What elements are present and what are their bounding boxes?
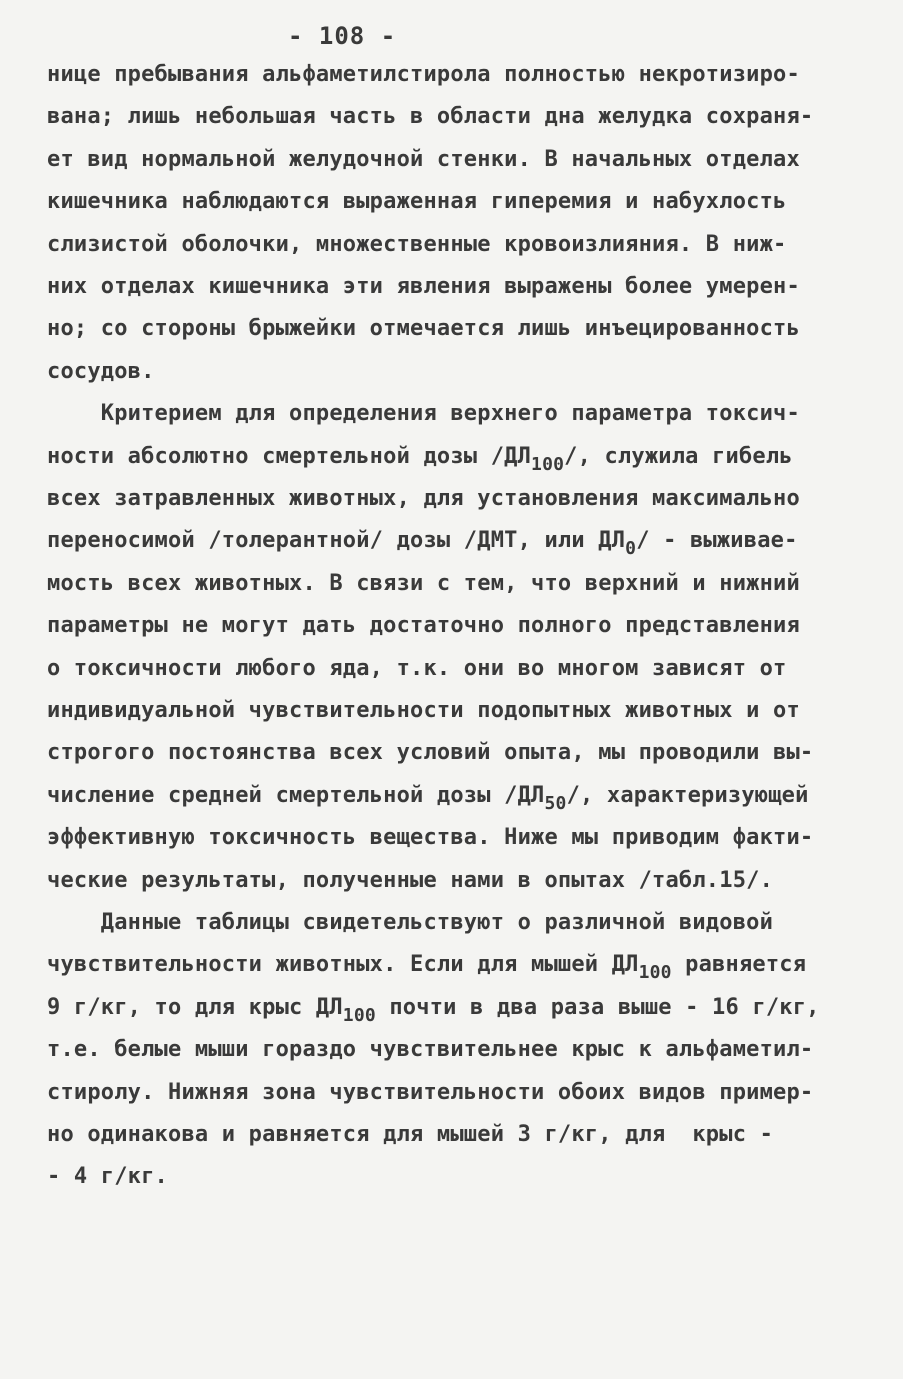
text-line: [47, 1037, 813, 1062]
text-line: [47, 782, 809, 814]
subscript: 100: [638, 962, 672, 984]
text-line: [47, 443, 793, 475]
subscript: 50: [544, 792, 567, 814]
text-segment: кишечника наблюдаются выраженная гиперемия и набухлость: [47, 189, 787, 215]
text-segment: стиролу. Нижняя зона чувствительности обоих видов пример-: [47, 1079, 814, 1105]
text-segment: ности абсолютно смертельной дозы /ДЛ: [47, 443, 532, 469]
text-segment: слизистой оболочки, множественные кровоизлияния. В ниж-: [47, 231, 787, 257]
text-segment: всех затравленных животных, для установления максимально: [47, 486, 800, 511]
text-segment: строгого постоянства всех условий опыта, мы проводили вы-: [47, 740, 814, 766]
subscript: 100: [342, 1004, 376, 1026]
text-segment: о токсичности любого яда, т.к. они во многом зависят от: [47, 655, 787, 681]
text-segment: равняется: [671, 952, 807, 978]
text-line: [47, 868, 773, 893]
text-segment: эффективную токсичность вещества. Ниже мы приводим факти-: [47, 825, 814, 851]
page-number: - 108 -: [288, 22, 397, 50]
text-segment: Данные таблицы свидетельствуют о различной видовой: [47, 910, 774, 935]
text-segment: индивидуальной чувствительности подопытных животных и от: [47, 698, 800, 723]
text-line: [47, 147, 800, 172]
text-segment: нице пребывания альфаметилстирола полностью некротизиро-: [47, 62, 800, 87]
text-segment: параметры не могут дать достаточно полного представления: [47, 613, 800, 639]
text-segment: ет вид нормальной желудочной стенки. В начальных отделах: [47, 146, 800, 172]
text-segment: /, служила гибель: [564, 443, 793, 469]
text-line: [47, 1080, 813, 1105]
text-segment: 9 г/кг, то для крыс ДЛ: [47, 994, 343, 1020]
text-line: [47, 952, 807, 984]
text-segment: чувствительности животных. Если для мышей ДЛ: [47, 952, 639, 978]
text-line: [47, 1122, 773, 1147]
text-segment: вана; лишь небольшая часть в области дна желудка сохраня-: [47, 104, 814, 130]
text-line: [47, 1164, 168, 1189]
text-line: [47, 274, 800, 299]
text-line: [47, 613, 800, 638]
text-line: [47, 698, 800, 723]
text-segment: / - выживае-: [636, 528, 798, 554]
text-line: [47, 740, 813, 765]
text-line: [47, 104, 813, 129]
text-line: [47, 528, 798, 560]
text-line: [47, 359, 155, 384]
text-segment: но; со стороны брыжейки отмечается лишь инъецированность: [47, 316, 800, 342]
subscript: 0: [625, 538, 637, 560]
text-line: [47, 825, 813, 850]
text-segment: них отделах кишечника эти явления выражены более умерен-: [47, 274, 800, 299]
text-line: [47, 189, 786, 214]
text-segment: мость всех животных. В связи с тем, что верхний и нижний: [47, 570, 800, 596]
text-segment: переносимой /толерантной/ дозы /ДМТ, или ДЛ: [47, 528, 626, 554]
text-line: [47, 994, 820, 1026]
text-segment: числение средней смертельной дозы /ДЛ: [47, 782, 545, 808]
text-segment: /, характеризующей: [566, 782, 809, 808]
text-segment: т.е. белые мыши гораздо чувствительнее крыс к альфаметил-: [47, 1037, 814, 1063]
text-line: [47, 232, 786, 257]
text-line: [47, 62, 800, 87]
text-segment: но одинакова и равняется для мышей 3 г/кг, для крыс -: [47, 1122, 774, 1147]
text-segment: Критерием для определения верхнего параметра токсич-: [47, 401, 800, 427]
text-line: [47, 316, 800, 341]
text-segment: сосудов.: [47, 358, 155, 384]
text-line: [47, 910, 773, 935]
text-segment: - 4 г/кг.: [47, 1164, 169, 1190]
subscript: 100: [531, 453, 565, 475]
text-line: [47, 486, 800, 511]
text-segment: почти в два раза выше - 16 г/кг,: [375, 994, 820, 1020]
text-line: [47, 571, 800, 596]
text-line: [47, 656, 786, 681]
text-line: [47, 401, 800, 426]
text-segment: ческие результаты, полученные нами в опытах /табл.15/.: [47, 867, 774, 893]
